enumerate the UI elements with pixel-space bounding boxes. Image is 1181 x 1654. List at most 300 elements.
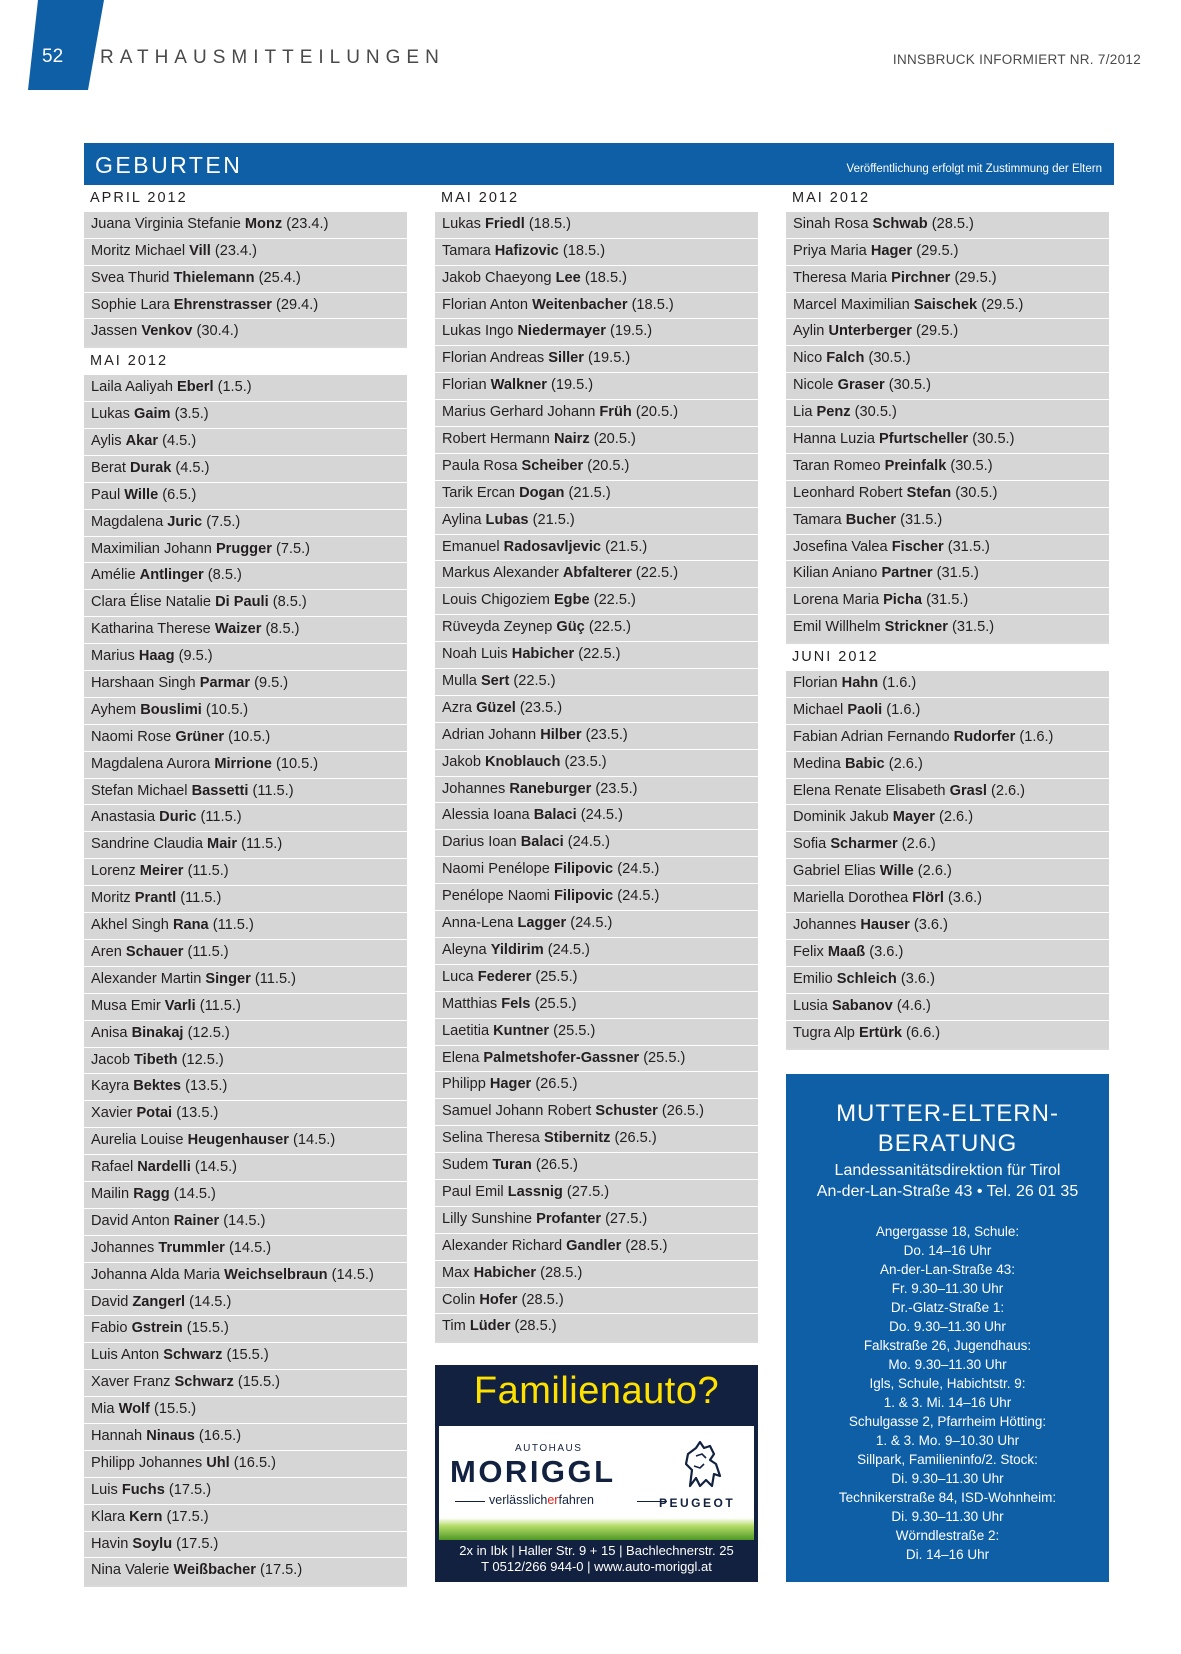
surname: Schwarz — [174, 1374, 234, 1391]
birth-entry — [84, 319, 407, 346]
surname: Venkov — [141, 323, 193, 340]
given-names: Mia — [91, 1401, 115, 1418]
birth-entry — [84, 483, 407, 510]
surname: Unterberger — [828, 323, 912, 340]
surname: Bouslimi — [140, 701, 202, 718]
birth-date: (26.5.) — [535, 1076, 578, 1093]
surname: Yildirim — [490, 941, 544, 958]
given-names: Ayhem — [91, 701, 137, 718]
given-names: Aylina — [442, 511, 482, 528]
birth-date: (24.5.) — [580, 807, 623, 824]
given-names: Alessia Ioana — [442, 807, 530, 824]
birth-date: (10.5.) — [205, 701, 249, 718]
surname: Uhl — [206, 1454, 230, 1471]
birth-date: (29.5.) — [916, 242, 959, 259]
birth-date: (3.6.) — [869, 943, 904, 960]
given-names: Alexander Richard — [442, 1237, 563, 1254]
birth-date: (30.5.) — [868, 350, 911, 367]
births-column-1 — [84, 185, 407, 1587]
birth-date: (23.5.) — [519, 699, 563, 716]
birth-entry — [84, 644, 407, 671]
birth-entry — [84, 1290, 407, 1317]
surname: Früh — [599, 404, 632, 421]
given-names: Mailin — [91, 1185, 130, 1202]
birth-date: (13.5.) — [185, 1078, 228, 1095]
birth-entry — [84, 1505, 407, 1532]
peugeot-lion-icon — [676, 1440, 728, 1490]
given-names: Hannah — [91, 1427, 143, 1444]
birth-entry — [84, 375, 407, 402]
surname: Di Pauli — [215, 594, 269, 611]
ad-address-line-1: 2x in Ibk | Haller Str. 9 + 15 | Bachlechnerstr. 25 — [459, 1543, 734, 1558]
given-names: Rafael — [91, 1159, 134, 1176]
birth-entry — [84, 1370, 407, 1397]
birth-date: (29.5.) — [954, 269, 997, 286]
birth-date: (11.5.) — [252, 782, 294, 799]
birth-date: (4.5.) — [162, 433, 197, 450]
given-names: Nicole — [793, 377, 834, 394]
surname: Graser — [837, 377, 885, 394]
birth-date: (20.5.) — [587, 457, 630, 474]
surname: Hager — [870, 242, 913, 259]
given-names: Fabio — [91, 1320, 128, 1337]
birth-entry — [84, 1128, 407, 1155]
surname: Balaci — [533, 807, 577, 824]
given-names: Anastasia — [91, 809, 156, 826]
given-names: Selina Theresa — [442, 1130, 540, 1147]
given-names: Laetitia — [442, 1022, 490, 1039]
given-names: Felix — [793, 943, 824, 960]
birth-entry — [435, 1261, 758, 1288]
schedule-line: Mo. 9.30–11.30 Uhr — [888, 1357, 1007, 1372]
surname: Gstrein — [131, 1320, 183, 1337]
schedule-line: Igls, Schule, Habichtstr. 9: — [869, 1376, 1026, 1391]
surname: Weitenbacher — [532, 296, 628, 313]
birth-date: (14.5.) — [189, 1293, 232, 1310]
surname: Akar — [125, 433, 159, 450]
given-names: Josefina Valea — [793, 538, 888, 555]
given-names: Xaver Franz — [91, 1374, 171, 1391]
surname: Niedermayer — [517, 323, 606, 340]
birth-date: (21.5.) — [532, 511, 575, 528]
birth-entry — [786, 400, 1109, 427]
given-names: Sinah Rosa — [793, 215, 869, 232]
surname: Penz — [816, 404, 851, 421]
birth-entry — [84, 510, 407, 537]
birth-entry — [435, 1288, 758, 1315]
surname: Stibernitz — [543, 1130, 611, 1147]
birth-date: (3.6.) — [947, 890, 982, 907]
birth-date: (15.5.) — [226, 1347, 269, 1364]
birth-entry — [84, 563, 407, 590]
surname: Partner — [881, 565, 933, 582]
birth-entry — [84, 698, 407, 725]
given-names: Robert Hermann — [442, 431, 550, 448]
birth-entry — [84, 832, 407, 859]
surname: Pirchner — [891, 269, 951, 286]
surname: Hafizovic — [494, 242, 559, 259]
given-names: Havin — [91, 1535, 129, 1552]
birth-entry — [786, 994, 1109, 1021]
surname: Duric — [159, 809, 197, 826]
surname: Filipovic — [553, 888, 614, 905]
given-names: Magdalena Aurora — [91, 755, 211, 772]
given-names: Lia — [793, 404, 813, 421]
given-names: Anisa — [91, 1024, 128, 1041]
given-names: Musa Emir — [91, 997, 161, 1014]
birth-date: (30.5.) — [955, 484, 998, 501]
birth-date: (23.4.) — [214, 242, 258, 259]
birth-entry — [435, 535, 758, 562]
birth-entry — [84, 940, 407, 967]
surname: Mirrione — [214, 755, 272, 772]
surname: Filipovic — [553, 861, 614, 878]
birth-date: (26.5.) — [535, 1157, 579, 1174]
given-names: Jacob — [91, 1051, 130, 1068]
given-names: Emil Willhelm — [793, 619, 881, 636]
given-names: Marius Gerhard Johann — [442, 404, 596, 421]
birth-entry — [786, 967, 1109, 994]
given-names: Johannes — [793, 917, 857, 934]
surname: Schauer — [125, 943, 184, 960]
surname: Gaim — [134, 406, 171, 423]
surname: Lagger — [517, 915, 567, 932]
birth-entry — [435, 212, 758, 239]
birth-entry — [435, 1019, 758, 1046]
given-names: Lusia — [793, 997, 828, 1014]
surname: Knoblauch — [485, 753, 561, 770]
birth-entry — [84, 1316, 407, 1343]
surname: Profanter — [536, 1210, 601, 1227]
given-names: Samuel Johann Robert — [442, 1103, 592, 1120]
birth-entry — [435, 1126, 758, 1153]
birth-date: (18.5.) — [528, 215, 571, 232]
surname: Saischek — [913, 296, 978, 313]
birth-entry — [435, 319, 758, 346]
ad-autohaus-label: AUTOHAUS — [515, 1443, 583, 1454]
surname: Hager — [489, 1076, 532, 1093]
given-names: Katharina Therese — [91, 621, 211, 638]
ad-slogan-rule-left — [455, 1501, 485, 1502]
birth-date: (27.5.) — [605, 1210, 648, 1227]
given-names: Klara — [91, 1508, 126, 1525]
birth-list — [786, 671, 1109, 1049]
surname: Palmetshofer-Gassner — [483, 1049, 640, 1066]
month-heading: MAI 2012 — [792, 190, 871, 206]
birth-date: (23.5.) — [564, 753, 607, 770]
birth-date: (23.4.) — [286, 215, 329, 232]
birth-date: (7.5.) — [275, 540, 311, 557]
given-names: Lukas Ingo — [442, 323, 514, 340]
birth-entry — [786, 779, 1109, 806]
birth-entry — [786, 508, 1109, 535]
surname: Egbe — [553, 592, 590, 609]
birth-entry — [84, 859, 407, 886]
birth-entry — [786, 427, 1109, 454]
birth-entry — [84, 1236, 407, 1263]
car-dealer-ad[interactable] — [435, 1365, 758, 1582]
info-subtitle-line-2: An-der-Lan-Straße 43 • Tel. 26 01 35 — [816, 1183, 1079, 1200]
surname: Heugenhauser — [187, 1132, 289, 1149]
birth-entry — [435, 1180, 758, 1207]
birth-date: (1.6.) — [882, 675, 917, 692]
given-names: Aylin — [793, 323, 825, 340]
given-names: Johannes — [91, 1239, 155, 1256]
birth-date: (2.6.) — [939, 809, 974, 826]
surname: Weichselbraun — [224, 1266, 328, 1283]
birth-entry — [435, 481, 758, 508]
given-names: Florian Andreas — [442, 350, 545, 367]
surname: Vill — [189, 242, 211, 259]
birth-date: (11.5.) — [187, 943, 229, 960]
given-names: David Anton — [91, 1212, 170, 1229]
birth-entry — [435, 1207, 758, 1234]
surname: Monz — [244, 215, 283, 232]
given-names: Kayra — [91, 1078, 130, 1095]
birth-date: (25.5.) — [535, 968, 578, 985]
birth-entry — [435, 400, 758, 427]
birth-entry — [435, 239, 758, 266]
birth-entry — [786, 913, 1109, 940]
birth-entry — [435, 588, 758, 615]
birth-entry — [786, 266, 1109, 293]
birth-date: (31.5.) — [926, 592, 969, 609]
birth-date: (1.6.) — [886, 701, 921, 718]
birth-date: (17.5.) — [260, 1562, 303, 1579]
schedule-line: Di. 14–16 Uhr — [905, 1547, 990, 1562]
birth-date: (28.5.) — [514, 1318, 557, 1335]
birth-entry — [435, 615, 758, 642]
schedule-line: Do. 14–16 Uhr — [903, 1243, 992, 1258]
given-names: Darius Ioan — [442, 834, 517, 851]
birth-date: (19.5.) — [550, 377, 594, 394]
given-names: Kilian Aniano — [793, 565, 878, 582]
ad-address — [435, 1543, 758, 1575]
given-names: Colin — [442, 1291, 476, 1308]
given-names: Taran Romeo — [793, 457, 881, 474]
birth-date: (16.5.) — [233, 1454, 276, 1471]
given-names: Jakob Chaeyong — [442, 269, 552, 286]
birth-entry — [84, 994, 407, 1021]
schedule-line: Schulgasse 2, Pfarrheim Hötting: — [848, 1414, 1047, 1429]
birth-entry — [84, 967, 407, 994]
surname: Walkner — [490, 377, 547, 394]
surname: Habicher — [473, 1264, 537, 1281]
birth-entry — [84, 456, 407, 483]
schedule-line: Do. 9.30–11.30 Uhr — [889, 1319, 1006, 1334]
birth-date: (12.5.) — [187, 1024, 230, 1041]
birth-date: (19.5.) — [609, 323, 653, 340]
surname: Bektes — [133, 1078, 182, 1095]
birth-entry — [84, 886, 407, 913]
surname: Schleich — [836, 970, 897, 987]
birth-entry — [435, 373, 758, 400]
birth-entry — [435, 427, 758, 454]
surname: Fischer — [891, 538, 944, 555]
birth-date: (2.6.) — [901, 836, 936, 853]
given-names: Emanuel — [442, 538, 500, 555]
surname: Maaß — [827, 943, 866, 960]
birth-date: (30.5.) — [888, 377, 931, 394]
birth-entry — [435, 454, 758, 481]
births-banner — [84, 143, 1114, 185]
birth-date: (4.6.) — [896, 997, 931, 1014]
surname: Dogan — [519, 484, 565, 501]
given-names: Markus Alexander — [442, 565, 559, 582]
birth-date: (24.5.) — [570, 915, 613, 932]
surname: Grüner — [175, 728, 225, 745]
surname: Lee — [555, 269, 581, 286]
ad-grass-strip — [439, 1518, 754, 1540]
given-names: Nico — [793, 350, 823, 367]
surname: Wolf — [118, 1401, 150, 1418]
birth-entry — [786, 698, 1109, 725]
schedule-line: 1. & 3. Mi. 14–16 Uhr — [883, 1395, 1012, 1410]
surname: Friedl — [485, 215, 525, 232]
given-names: Sudem — [442, 1157, 489, 1174]
birth-entry — [435, 938, 758, 965]
given-names: Max — [442, 1264, 470, 1281]
given-names: Mulla — [442, 673, 477, 690]
surname: Rainer — [173, 1212, 220, 1229]
schedule-line: Di. 9.30–11.30 Uhr — [891, 1471, 1004, 1486]
surname: Prantl — [134, 890, 177, 907]
given-names: Leonhard Robert — [793, 484, 903, 501]
birth-date: (22.5.) — [593, 592, 636, 609]
birth-entry — [84, 537, 407, 564]
surname: Babic — [844, 755, 885, 772]
birth-entry — [84, 1397, 407, 1424]
birth-list — [435, 212, 758, 1343]
birth-entry — [786, 481, 1109, 508]
section-title: RATHAUSMITTEILUNGEN — [100, 47, 445, 68]
surname: Lassnig — [507, 1183, 563, 1200]
birth-date: (11.5.) — [200, 809, 242, 826]
schedule-line: Technikerstraße 84, ISD-Wohnheim: — [838, 1490, 1057, 1505]
birth-entry — [435, 857, 758, 884]
birth-date: (28.5.) — [521, 1291, 564, 1308]
given-names: Akhel Singh — [91, 917, 169, 934]
info-title — [786, 1099, 1109, 1159]
birth-entry — [84, 590, 407, 617]
given-names: Paula Rosa — [442, 457, 518, 474]
surname: Güzel — [476, 699, 516, 716]
given-names: Lilly Sunshine — [442, 1210, 533, 1227]
birth-entry — [435, 803, 758, 830]
page-number: 52 — [42, 46, 64, 67]
birth-date: (25.5.) — [534, 995, 577, 1012]
surname: Flörl — [912, 890, 944, 907]
given-names: Adrian Johann — [442, 726, 537, 743]
birth-date: (8.5.) — [265, 621, 300, 638]
birth-entry — [786, 588, 1109, 615]
births-column-3 — [786, 185, 1109, 1050]
given-names: Aurelia Louise — [91, 1132, 184, 1149]
birth-entry — [786, 859, 1109, 886]
surname: Turan — [492, 1157, 532, 1174]
given-names: Luis Anton — [91, 1347, 160, 1364]
surname: Hahn — [841, 675, 879, 692]
birth-date: (6.6.) — [906, 1024, 941, 1041]
birth-entry — [786, 293, 1109, 320]
given-names: Matthias — [442, 995, 498, 1012]
surname: Eberl — [177, 379, 214, 396]
birth-date: (10.5.) — [275, 755, 319, 772]
schedule-line: Fr. 9.30–11.30 Uhr — [891, 1281, 1004, 1296]
birth-date: (20.5.) — [635, 404, 679, 421]
birth-entry — [84, 239, 407, 266]
birth-entry — [435, 992, 758, 1019]
birth-date: (21.5.) — [605, 538, 648, 555]
parent-counseling-box — [786, 1074, 1109, 1582]
birth-entry — [786, 346, 1109, 373]
birth-date: (13.5.) — [176, 1105, 219, 1122]
birth-date: (22.5.) — [588, 619, 632, 636]
ad-brand-name: MORIGGL — [450, 1454, 616, 1489]
schedule-line: Angergasse 18, Schule: — [875, 1224, 1020, 1239]
given-names: Xavier — [91, 1105, 133, 1122]
schedule-line: Falkstraße 26, Jugendhaus: — [863, 1338, 1032, 1353]
birth-date: (11.5.) — [180, 890, 222, 907]
surname: Preinfalk — [884, 457, 947, 474]
birth-entry — [435, 750, 758, 777]
given-names: Elena — [442, 1049, 480, 1066]
birth-date: (24.5.) — [617, 888, 660, 905]
given-names: Fabian Adrian Fernando — [793, 728, 950, 745]
birth-entry — [435, 830, 758, 857]
birth-entry — [435, 669, 758, 696]
given-names: Clara Élise Natalie — [91, 594, 212, 611]
surname: Habicher — [511, 646, 575, 663]
surname: Binakaj — [131, 1024, 184, 1041]
birth-date: (26.5.) — [614, 1130, 657, 1147]
surname: Hilber — [540, 726, 582, 743]
month-heading: APRIL 2012 — [90, 190, 188, 206]
birth-date: (8.5.) — [207, 567, 242, 584]
birth-entry — [786, 752, 1109, 779]
birth-entry — [84, 1424, 407, 1451]
month-heading: MAI 2012 — [441, 190, 520, 206]
birth-entry — [84, 1451, 407, 1478]
birth-date: (28.5.) — [931, 215, 974, 232]
birth-entry — [435, 642, 758, 669]
given-names: Paul — [91, 486, 121, 503]
birth-date: (30.5.) — [950, 457, 993, 474]
surname: Prugger — [215, 540, 272, 557]
surname: Kern — [129, 1508, 163, 1525]
surname: Sabanov — [831, 997, 893, 1014]
birth-entry — [84, 212, 407, 239]
birth-date: (2.6.) — [990, 782, 1026, 799]
given-names: Anna-Lena — [442, 915, 514, 932]
birth-entry — [84, 1263, 407, 1290]
birth-entry — [84, 1532, 407, 1559]
given-names: Juana Virginia Stefanie — [91, 215, 241, 232]
surname: Federer — [477, 968, 532, 985]
birth-entry — [84, 266, 407, 293]
birth-date: (19.5.) — [588, 350, 631, 367]
given-names: Priya Maria — [793, 242, 867, 259]
birth-date: (22.5.) — [578, 646, 621, 663]
info-subtitle-line-1: Landessanitätsdirektion für Tirol — [834, 1162, 1061, 1179]
birth-entry — [84, 402, 407, 429]
schedule-line: Wörndlestraße 2: — [895, 1528, 1000, 1543]
birth-date: (29.5.) — [916, 323, 959, 340]
birth-date: (31.5.) — [951, 619, 995, 636]
given-names: Azra — [442, 699, 473, 716]
surname: Güç — [556, 619, 585, 636]
ad-make-name: PEUGEOT — [659, 1496, 736, 1510]
